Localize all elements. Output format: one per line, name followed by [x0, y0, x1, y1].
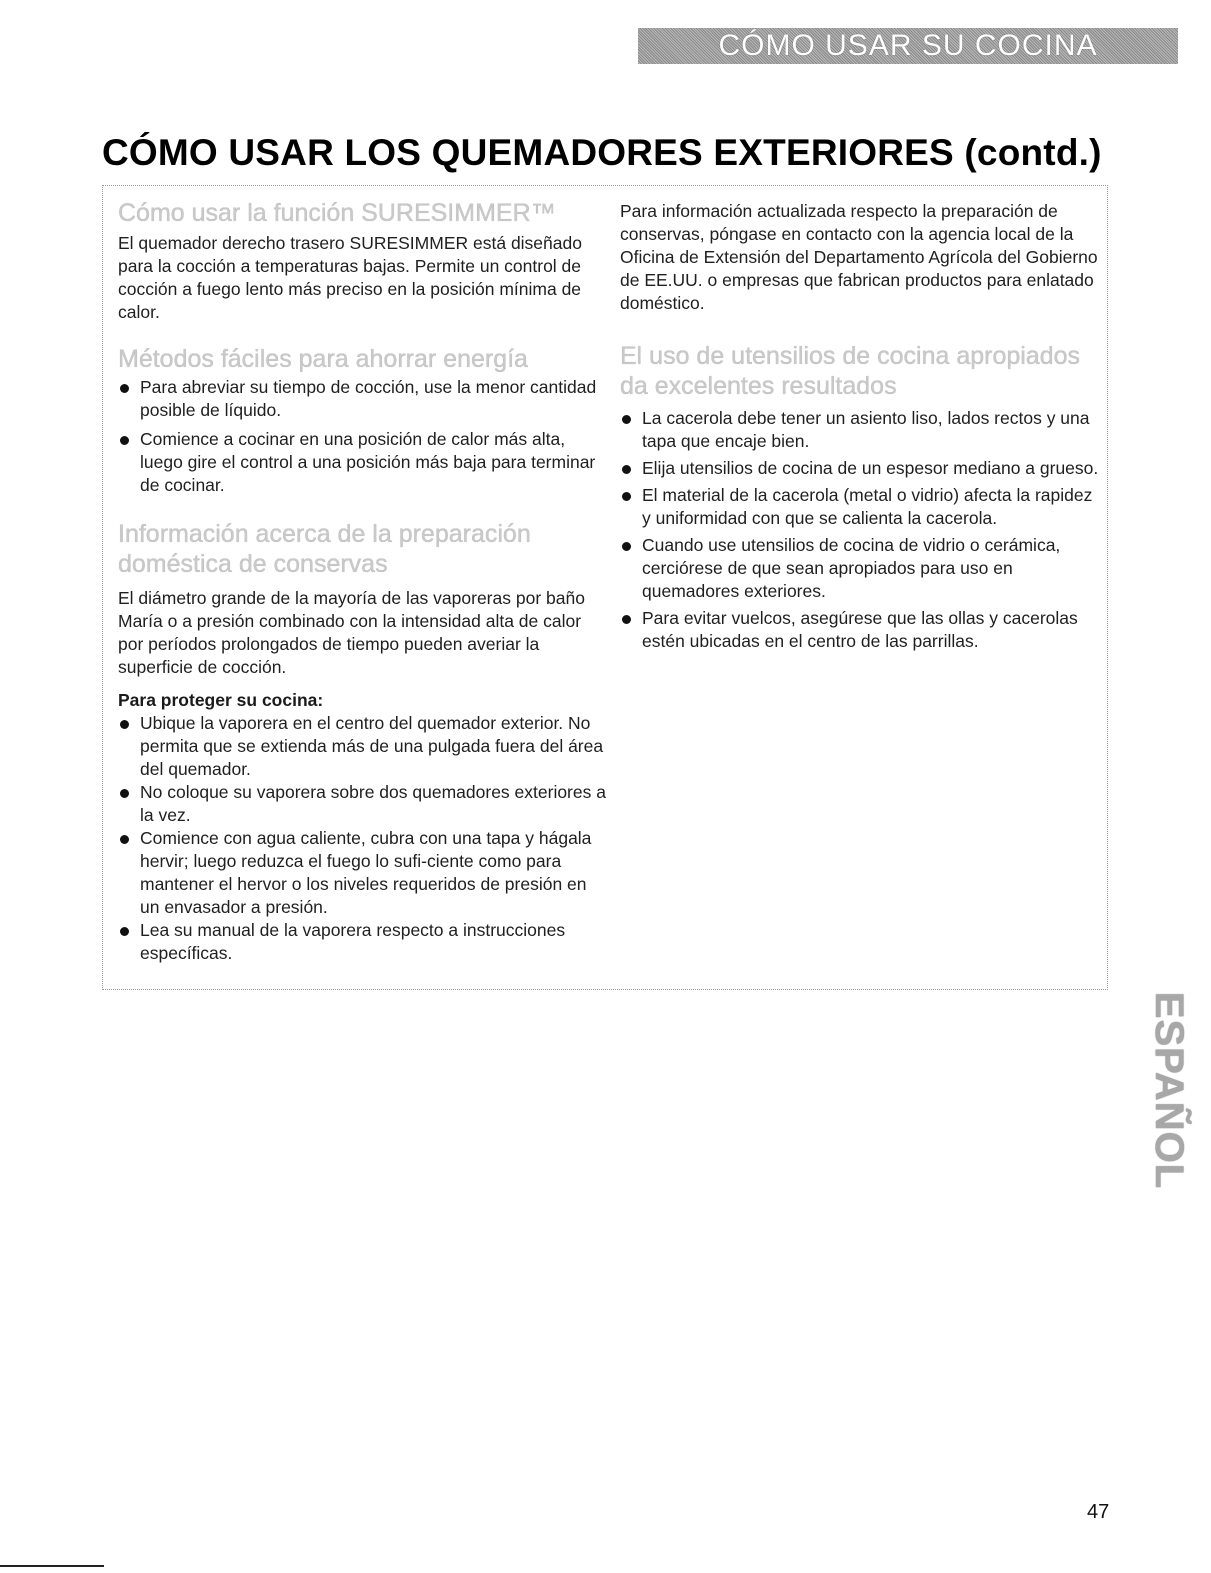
list-item: El material de la cacerola (metal o vidrio) afecta la rapidez y uniformidad con que se calienta la cacerola.: [620, 484, 1100, 530]
bullet-icon: [622, 492, 631, 501]
energy-list: [118, 376, 608, 497]
list-item: Comience a cocinar en una posición de calor más alta, luego gire el control a una posición más baja para terminar de cocinar.: [118, 428, 608, 497]
bullet-icon: [120, 927, 129, 936]
bullet-icon: [120, 789, 129, 798]
canning-heading: Información acerca de la preparación doméstica de conservas: [118, 520, 531, 578]
list-item: Para abreviar su tiempo de cocción, use la menor cantidad posible de líquido.: [118, 376, 608, 422]
footer-rule: [0, 1565, 104, 1567]
language-tab-text: ESPAÑOL: [1147, 991, 1192, 1189]
page-title: CÓMO USAR LOS QUEMADORES EXTERIORES (contd.): [102, 132, 1102, 173]
list-item: No coloque su vaporera sobre dos quemadores exteriores a la vez.: [118, 781, 608, 827]
suresimmer-heading: Cómo usar la función SURESIMMER™: [118, 199, 556, 227]
page-number: 47: [1087, 1501, 1110, 1523]
energy-heading: Métodos fáciles para ahorrar energía: [118, 345, 528, 373]
canning-info-paragraph: Para información actualizada respecto la preparación de conservas, póngase en contacto con la agencia local de la Oficina de Extensión del Departamento Agrícola del Gobierno de EE.UU. o empresas que fabrican productos para enlatado doméstico.: [620, 201, 1098, 313]
right-column: [620, 186, 1100, 653]
suresimmer-paragraph: El quemador derecho trasero SURESIMMER está diseñado para la cocción a temperaturas bajas. Permite un control de cocción a fuego lento más preciso en la posición mínima de calor.: [118, 233, 582, 322]
cookware-heading: El uso de utensilios de cocina apropiados da excelentes resultados: [620, 342, 1081, 400]
section-banner-text: CÓMO USAR SU COCINA: [718, 29, 1098, 62]
list-item: La cacerola debe tener un asiento liso, lados rectos y una tapa que encaje bien.: [620, 407, 1100, 453]
list-item: Para evitar vuelcos, asegúrese que las ollas y cacerolas estén ubicadas en el centro de las parrillas.: [620, 607, 1100, 653]
bullet-icon: [622, 542, 631, 551]
list-item: Ubique la vaporera en el centro del quemador exterior. No permita que se extienda más de una pulgada fuera del área del quemador.: [118, 712, 608, 781]
canning-paragraph: El diámetro grande de la mayoría de las vaporeras por baño María o a presión combinado con la intensidad alta de calor por períodos prolongados de tiempo pueden averiar la superficie de cocción.: [118, 588, 585, 677]
canning-subheading: Para proteger su cocina:: [118, 690, 324, 710]
bullet-icon: [622, 615, 631, 624]
cookware-list: [620, 407, 1100, 653]
bullet-icon: [622, 415, 631, 424]
bullet-icon: [120, 436, 129, 445]
list-item: Lea su manual de la vaporera respecto a instrucciones específicas.: [118, 919, 608, 965]
bullet-icon: [120, 720, 129, 729]
bullet-icon: [120, 384, 129, 393]
list-item: Comience con agua caliente, cubra con una tapa y hágala hervir; luego reduzca el fuego lo sufi-ciente como para mantener el hervor o los niveles requeridos de presión en un envasador a presión.: [118, 827, 608, 919]
canning-list: [118, 712, 608, 965]
language-tab: [1147, 970, 1192, 1210]
list-item: Elija utensilios de cocina de un espesor mediano a grueso.: [620, 457, 1100, 480]
bullet-icon: [622, 465, 631, 474]
content-box: [102, 185, 1108, 990]
left-column: [118, 186, 608, 965]
bullet-icon: [120, 835, 129, 844]
section-banner: [638, 28, 1178, 64]
list-item: Cuando use utensilios de cocina de vidrio o cerámica, cerciórese de que sean apropiados para uso en quemadores exteriores.: [620, 534, 1100, 603]
